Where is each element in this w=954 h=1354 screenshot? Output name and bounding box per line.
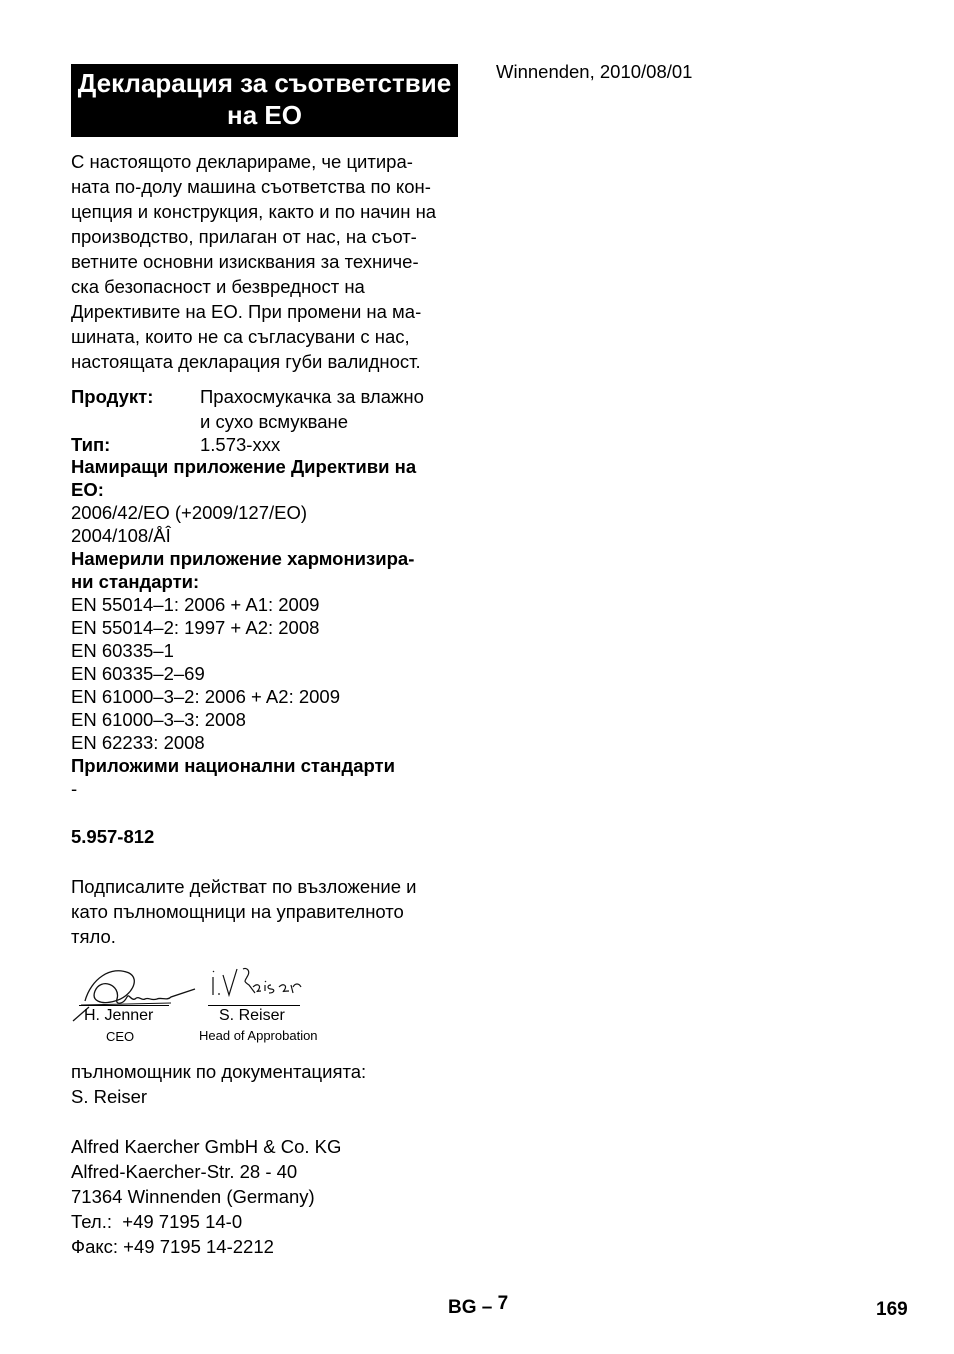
intro-line: ска безопасност и безвредност на [71, 276, 365, 297]
signature-line [208, 1005, 300, 1006]
address-line: Alfred Kaercher GmbH & Co. KG [71, 1136, 342, 1157]
address-line: Тел.: +49 7195 14-0 [71, 1211, 243, 1232]
documentation-agent [71, 1059, 471, 1109]
standard-item: EN 62233: 2008 [71, 732, 205, 753]
standard-item: EN 60335–2–69 [71, 663, 205, 684]
date-place: Winnenden, 2010/08/01 [496, 61, 693, 82]
directive-item: 2006/42/ЕО (+2009/127/ЕО) [71, 502, 308, 523]
standard-item: EN 55014–1: 2006 + A1: 2009 [71, 594, 320, 615]
product-value-line: Прахосмукачка за влажно [200, 386, 424, 407]
type-label: Тип: [71, 434, 111, 455]
intro-line: ветните основни изисквания за техниче- [71, 251, 419, 272]
directives-heading: Намиращи приложение Директиви на [71, 456, 417, 477]
product-details [71, 384, 471, 800]
declaration-column [71, 64, 471, 1259]
signatory-name: S. Reiser [219, 1007, 285, 1024]
title-line: Декларация за съответствие [77, 68, 452, 98]
footer-section-marker [448, 1293, 509, 1320]
address-line: 71364 Winnenden (Germany) [71, 1186, 315, 1207]
footer-section: BG [448, 1297, 477, 1318]
standards-heading: ни стандарти: [71, 571, 200, 592]
signatories-line: като пълномощници на управителното [71, 901, 404, 922]
footer-section-page: 7 [497, 1293, 509, 1314]
product-row [71, 384, 471, 434]
intro-line: цепция и конструкция, както и по начин на [71, 201, 437, 222]
company-address [71, 1134, 471, 1259]
type-row [71, 434, 471, 455]
signatory-role: Head of Approbation [199, 1028, 318, 1043]
standards-heading: Намерили приложение хармонизира- [71, 548, 415, 569]
signatories-line: тяло. [71, 926, 116, 947]
page-number: 169 [876, 1299, 908, 1320]
directive-item: 2004/108/ÅÎ [71, 525, 171, 546]
signatories-line: Подписалите действат по възложение и [71, 876, 417, 897]
intro-paragraph [71, 149, 461, 374]
national-standards-heading: Приложими национални стандарти [71, 755, 395, 776]
intro-line: шината, които не са съгласувани с нас, [71, 326, 410, 347]
intro-line: производство, прилаган от нас, на съот- [71, 226, 417, 247]
doc-number: 5.957-812 [71, 826, 155, 847]
product-value [200, 384, 424, 434]
signatory-role: CEO [106, 1029, 135, 1044]
standard-item: EN 61000–3–3: 2008 [71, 709, 246, 730]
intro-line: настоящата декларация губи валидност. [71, 351, 421, 372]
standard-item: EN 61000–3–2: 2006 + A2: 2009 [71, 686, 340, 707]
type-value: 1.573-xxx [200, 434, 281, 455]
documentation-agent-label: пълномощник по документацията: [71, 1061, 367, 1082]
page-title [71, 64, 458, 137]
product-label: Продукт: [71, 386, 154, 407]
signature-block [71, 957, 471, 1059]
signature-reiser [209, 963, 309, 1003]
national-standards-value: - [71, 778, 78, 799]
signatories-text [71, 874, 471, 949]
footer-dash: – [481, 1297, 493, 1318]
standard-item: EN 55014–2: 1997 + A2: 2008 [71, 617, 320, 638]
intro-line: ната по-долу машина съответства по кон- [71, 176, 431, 197]
directives-heading: ЕО: [71, 479, 104, 500]
signatory-name: H. Jenner [84, 1007, 154, 1024]
address-line: Факс: +49 7195 14-2212 [71, 1236, 274, 1257]
address-line: Alfred-Kaercher-Str. 28 - 40 [71, 1161, 298, 1182]
standard-item: EN 60335–1 [71, 640, 174, 661]
product-value-line: и сухо всмукване [200, 411, 348, 432]
signature-line [79, 1005, 169, 1006]
intro-line: С настоящото декларираме, че цитира- [71, 151, 413, 172]
documentation-agent-name: S. Reiser [71, 1086, 148, 1107]
intro-line: Директивите на ЕО. При промени на ма- [71, 301, 422, 322]
title-line: на ЕО [227, 100, 302, 130]
